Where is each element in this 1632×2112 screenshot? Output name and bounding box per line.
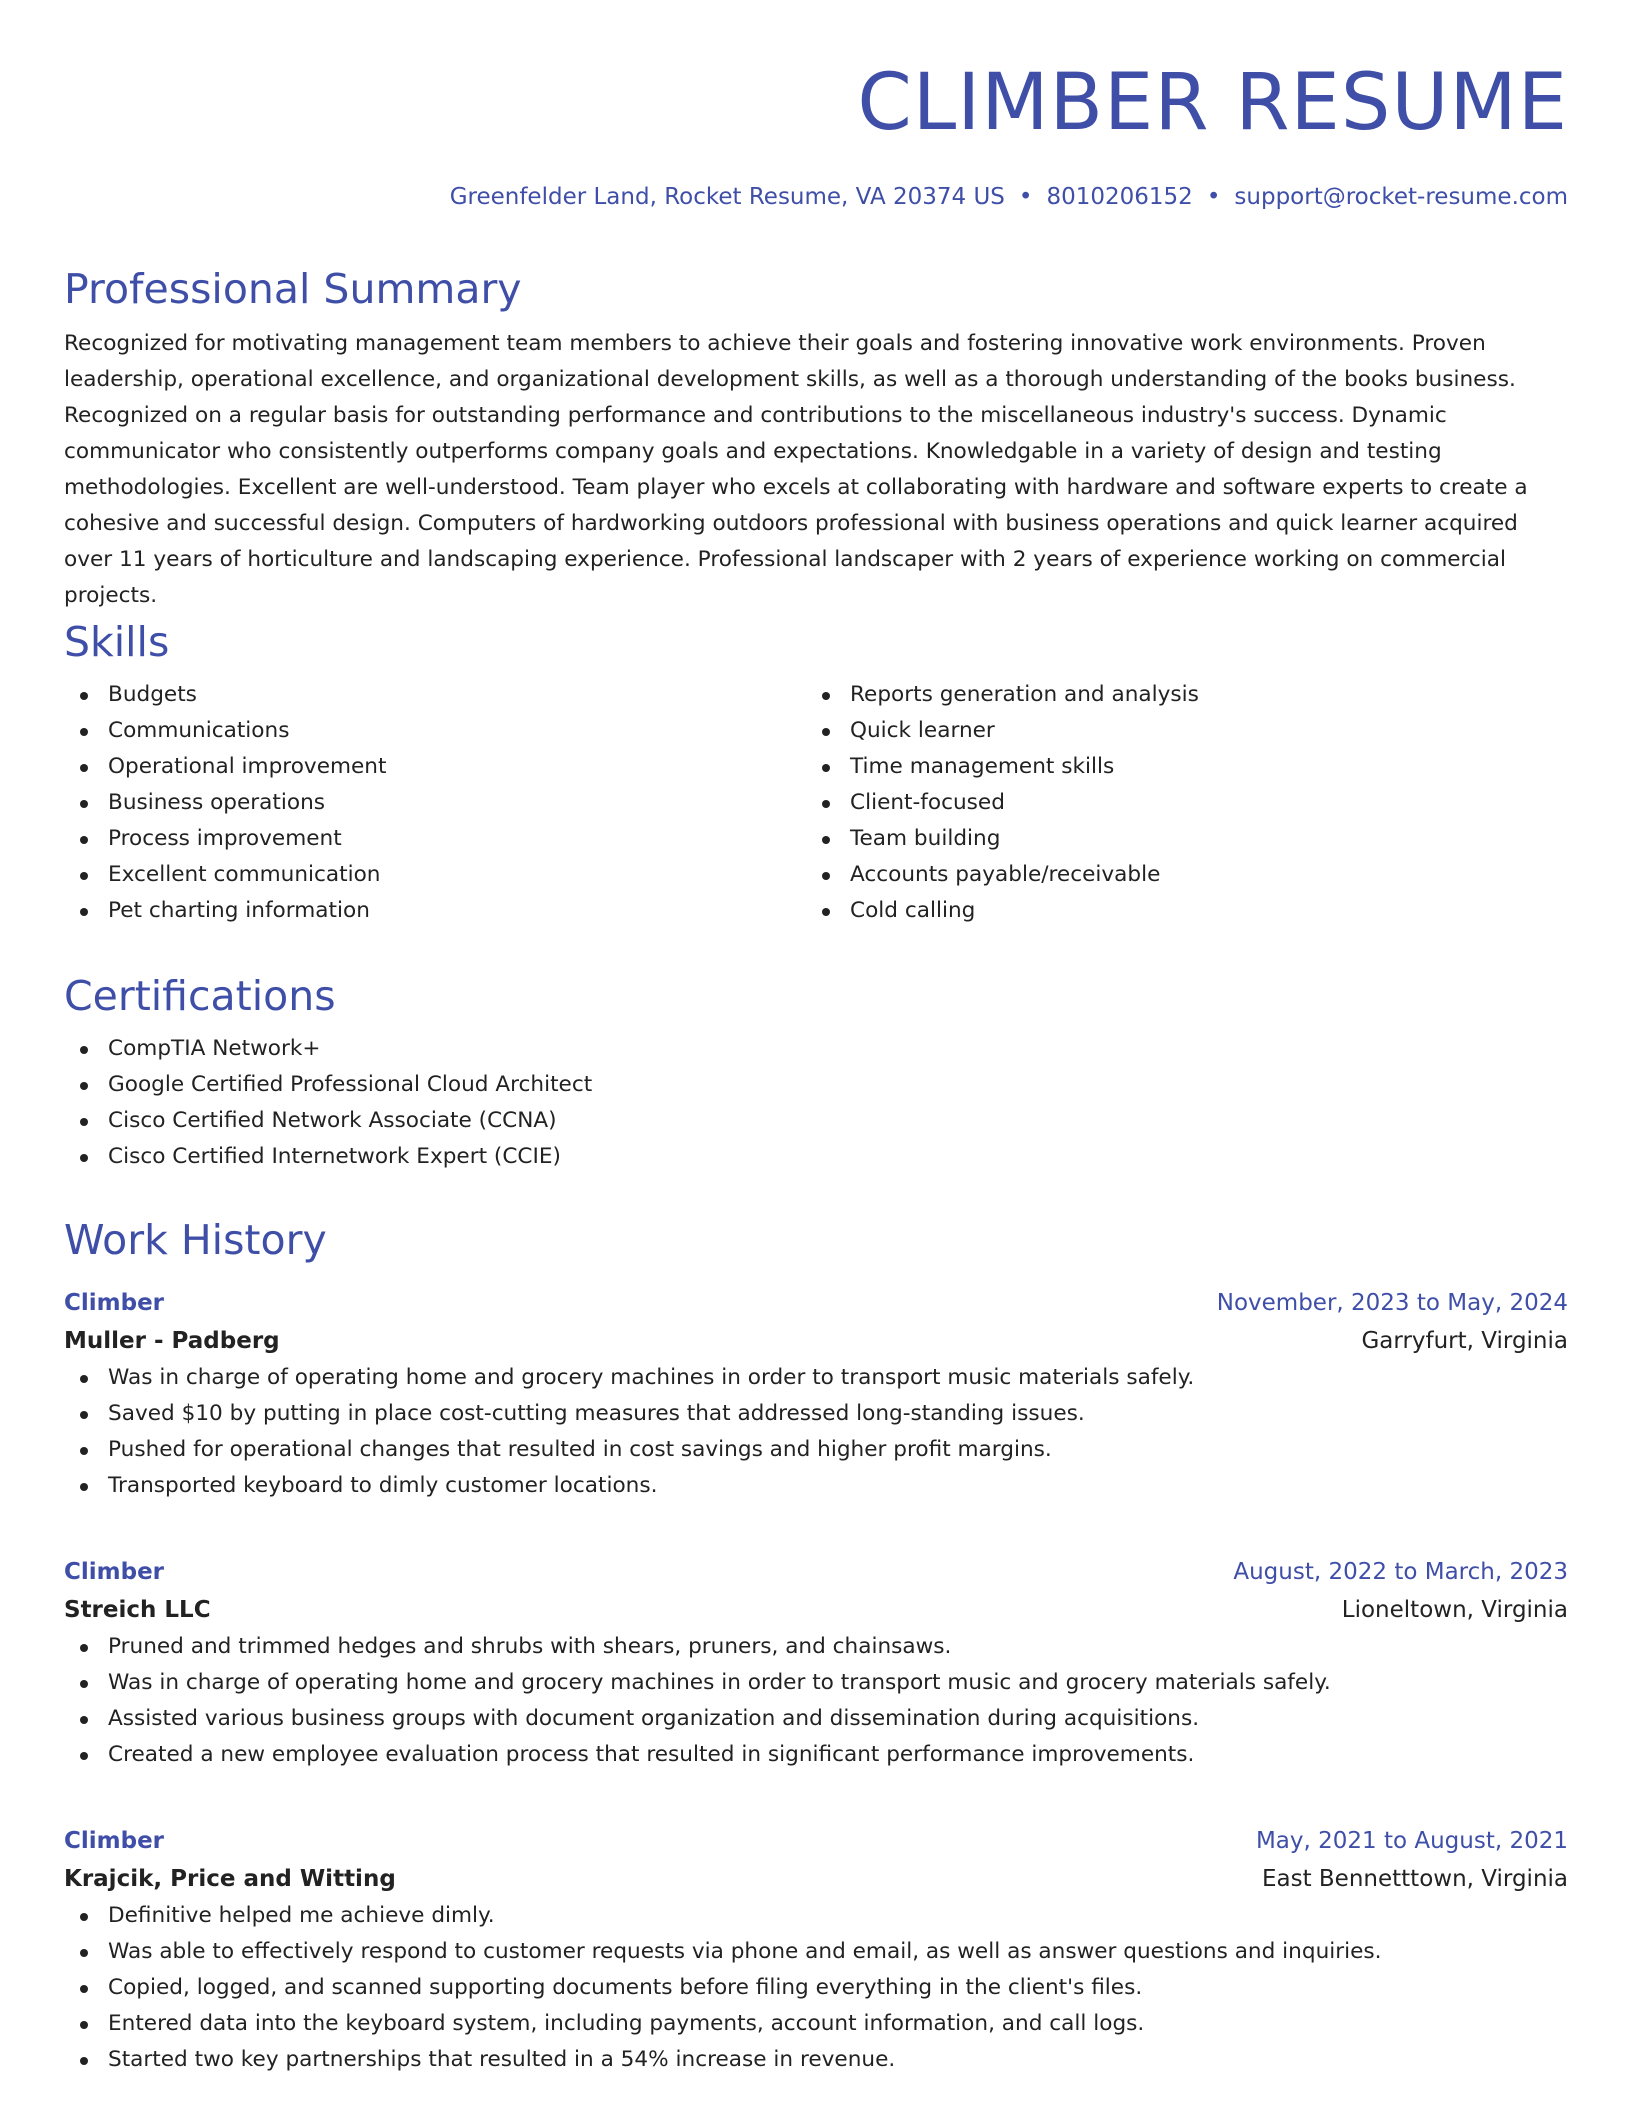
- job-bullet: Was in charge of operating home and grocery machines in order to transport music materials safely.: [64, 1360, 1568, 1396]
- certification-item: Cisco Certified Network Associate (CCNA): [64, 1103, 1568, 1139]
- job-dates: August, 2022 to March, 2023: [1233, 1559, 1568, 1585]
- certification-item: Cisco Certified Internetwork Expert (CCIE): [64, 1139, 1568, 1175]
- job-location: Garryfurt, Virginia: [1361, 1328, 1568, 1354]
- job-bullet: Started two key partnerships that resulted in a 54% increase in revenue.: [64, 2042, 1568, 2078]
- job-title: Climber: [64, 1290, 165, 1316]
- skills-section: [64, 617, 1568, 929]
- skill-item: Communications: [64, 713, 386, 749]
- job-bullet-list: [64, 1629, 1568, 1773]
- job-bullet: Assisted various business groups with document organization and dissemination during acquisitions.: [64, 1701, 1568, 1737]
- job-company: Krajcik, Price and Witting: [64, 1866, 396, 1892]
- job-entry: [64, 1284, 1568, 1504]
- summary-heading: Professional Summary: [64, 265, 522, 313]
- skill-item: Pet charting information: [64, 893, 386, 929]
- certification-item: Google Certified Professional Cloud Architect: [64, 1067, 1568, 1103]
- job-entry: [64, 1553, 1568, 1773]
- skills-heading: Skills: [64, 618, 170, 666]
- skill-item: Budgets: [64, 677, 386, 713]
- job-company-row: [64, 1591, 1568, 1629]
- contact-email: support@rocket-resume.com: [1234, 184, 1568, 210]
- job-bullet: Copied, logged, and scanned supporting documents before filing everything in the client's files.: [64, 1970, 1568, 2006]
- skill-item: Cold calling: [806, 893, 1199, 929]
- job-bullet: Pruned and trimmed hedges and shrubs with shears, pruners, and chainsaws.: [64, 1629, 1568, 1665]
- job-dates: November, 2023 to May, 2024: [1216, 1290, 1568, 1316]
- job-header-row: [64, 1822, 1568, 1860]
- certifications-list: [64, 1031, 1568, 1175]
- contact-separator: •: [1206, 184, 1221, 210]
- job-bullet: Was able to effectively respond to customer requests via phone and email, as well as answer questions and inquiries.: [64, 1934, 1568, 1970]
- skill-item: Process improvement: [64, 821, 386, 857]
- job-bullet: Pushed for operational changes that resulted in cost savings and higher profit margins.: [64, 1432, 1568, 1468]
- work-history-section: [64, 1215, 1568, 1265]
- job-company-row: [64, 1322, 1568, 1360]
- contact-line: [450, 180, 1568, 214]
- skills-columns: [64, 677, 1568, 929]
- job-header-row: [64, 1284, 1568, 1322]
- skill-item: Quick learner: [806, 713, 1199, 749]
- job-bullet: Was in charge of operating home and grocery machines in order to transport music and grocery materials safely.: [64, 1665, 1568, 1701]
- job-title: Climber: [64, 1828, 165, 1854]
- job-entry: [64, 1822, 1568, 2078]
- work-history-heading: Work History: [64, 1216, 327, 1264]
- certifications-section: [64, 971, 1568, 1175]
- job-dates: May, 2021 to August, 2021: [1255, 1828, 1568, 1854]
- job-company: Muller - Padberg: [64, 1328, 280, 1354]
- job-bullet: Saved $10 by putting in place cost-cutting measures that addressed long-standing issues.: [64, 1396, 1568, 1432]
- skill-item: Business operations: [64, 785, 386, 821]
- contact-separator: •: [1018, 184, 1033, 210]
- certifications-heading: Certifications: [64, 972, 336, 1020]
- skill-item: Excellent communication: [64, 857, 386, 893]
- summary-text: Recognized for motivating management team members to achieve their goals and fostering innovative work environments. Proven leadership, operational excellence, and organizational development skills, as well as a thorough understanding of the books business. Recognized on a regular basis for outstanding performance and contributions to the miscellaneous industry's success. Dynamic communicator who consistently outperforms company goals and expectations. Knowledgable in a variety of design and testing methodologies. Excellent are well-understood. Team player who excels at collaborating with hardware and software experts to create a cohesive and successful design. Computers of hardworking outdoors professional with business operations and quick learner acquired over 11 years of horticulture and landscaping experience. Professional landscaper with 2 years of experience working on commercial projects.: [64, 331, 1528, 608]
- summary-section: [64, 264, 1568, 614]
- skill-item: Client-focused: [806, 785, 1199, 821]
- job-bullet: Transported keyboard to dimly customer locations.: [64, 1468, 1568, 1504]
- skill-item: Time management skills: [806, 749, 1199, 785]
- job-title: Climber: [64, 1559, 165, 1585]
- skill-item: Accounts payable/receivable: [806, 857, 1199, 893]
- resume-name: CLIMBER RESUME: [857, 58, 1568, 148]
- job-company-row: [64, 1860, 1568, 1898]
- job-location: East Bennetttown, Virginia: [1261, 1866, 1568, 1892]
- job-location: Lioneltown, Virginia: [1341, 1597, 1568, 1623]
- skill-item: Reports generation and analysis: [806, 677, 1199, 713]
- contact-address: Greenfelder Land, Rocket Resume, VA 20374 US: [449, 184, 1005, 210]
- skills-list-right: [806, 677, 1199, 929]
- skill-item: Team building: [806, 821, 1199, 857]
- skills-list-left: [64, 677, 386, 929]
- job-bullet-list: [64, 1360, 1568, 1504]
- certification-item: CompTIA Network+: [64, 1031, 1568, 1067]
- job-header-row: [64, 1553, 1568, 1591]
- job-bullet: Definitive helped me achieve dimly.: [64, 1898, 1568, 1934]
- skill-item: Operational improvement: [64, 749, 386, 785]
- job-bullet: Entered data into the keyboard system, including payments, account information, and call logs.: [64, 2006, 1568, 2042]
- job-company: Streich LLC: [64, 1597, 211, 1623]
- job-bullet-list: [64, 1898, 1568, 2078]
- contact-phone: 8010206152: [1046, 184, 1193, 210]
- job-bullet: Created a new employee evaluation process that resulted in significant performance improvements.: [64, 1737, 1568, 1773]
